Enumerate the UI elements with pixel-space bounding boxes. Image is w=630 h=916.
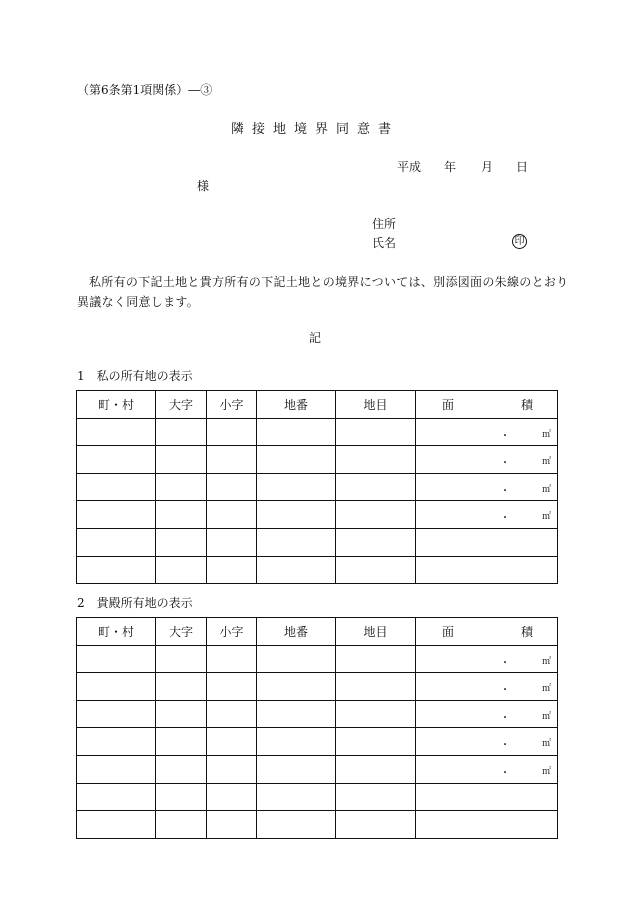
table-row xyxy=(77,811,558,839)
area-cell[interactable]: ・ ㎡ xyxy=(416,673,558,701)
area-cell[interactable]: ・ ㎡ xyxy=(416,728,558,756)
header-oaza: 大字 xyxy=(156,618,207,646)
area-cell[interactable]: ・ ㎡ xyxy=(416,418,558,446)
table-row xyxy=(77,783,558,811)
statement-line-2: 異議なく同意します。 xyxy=(77,295,200,309)
date-era: 平成 xyxy=(397,160,422,174)
area-cell[interactable]: ・ ㎡ xyxy=(416,645,558,673)
date-month-unit: 月 xyxy=(481,160,494,174)
table-row xyxy=(77,673,558,701)
table-row xyxy=(77,728,558,756)
name-label: 氏名 xyxy=(372,236,397,250)
table-row xyxy=(77,645,558,673)
neighbor-land-table xyxy=(76,617,558,839)
header-area: 面 積 xyxy=(416,391,558,419)
area-cell[interactable]: ・ ㎡ xyxy=(416,755,558,783)
header-oaza: 大字 xyxy=(156,391,207,419)
addressee-honorific: 様 xyxy=(197,179,210,193)
section-2-title: 2 貴殿所有地の表示 xyxy=(77,596,193,610)
table-row xyxy=(77,501,558,529)
table-row xyxy=(77,446,558,474)
area-cell[interactable]: ・ ㎡ xyxy=(416,700,558,728)
header-town: 町・村 xyxy=(77,391,156,419)
area-cell[interactable]: ・ ㎡ xyxy=(416,446,558,474)
table-row xyxy=(77,528,558,556)
header-koaza: 小字 xyxy=(207,618,257,646)
table-row xyxy=(77,556,558,584)
table-row xyxy=(77,700,558,728)
document-title: 隣接地境界同意書 xyxy=(230,122,399,137)
header-town: 町・村 xyxy=(77,618,156,646)
area-cell[interactable]: ・ ㎡ xyxy=(416,473,558,501)
header-koaza: 小字 xyxy=(207,391,257,419)
ki-heading: 記 xyxy=(308,331,321,345)
table-header-row xyxy=(77,391,558,419)
form-reference: （第6条第1項関係）―③ xyxy=(77,83,213,97)
table-row xyxy=(77,473,558,501)
date-year-unit: 年 xyxy=(444,160,457,174)
header-chimoku: 地目 xyxy=(336,618,416,646)
header-area: 面 積 xyxy=(416,618,558,646)
my-land-table xyxy=(76,390,558,584)
table-header-row xyxy=(77,618,558,646)
date-day-unit: 日 xyxy=(516,160,529,174)
section-1-title: 1 私の所有地の表示 xyxy=(77,369,193,383)
table-row xyxy=(77,755,558,783)
area-cell[interactable]: ・ ㎡ xyxy=(416,501,558,529)
address-label: 住所 xyxy=(372,217,397,231)
seal-mark: 印 xyxy=(512,234,527,249)
table-row xyxy=(77,418,558,446)
statement-line-1: 私所有の下記土地と貴方所有の下記土地との境界については、別添図面の朱線のとおり xyxy=(89,275,569,289)
header-chiban: 地番 xyxy=(257,618,336,646)
header-chimoku: 地目 xyxy=(336,391,416,419)
header-chiban: 地番 xyxy=(257,391,336,419)
